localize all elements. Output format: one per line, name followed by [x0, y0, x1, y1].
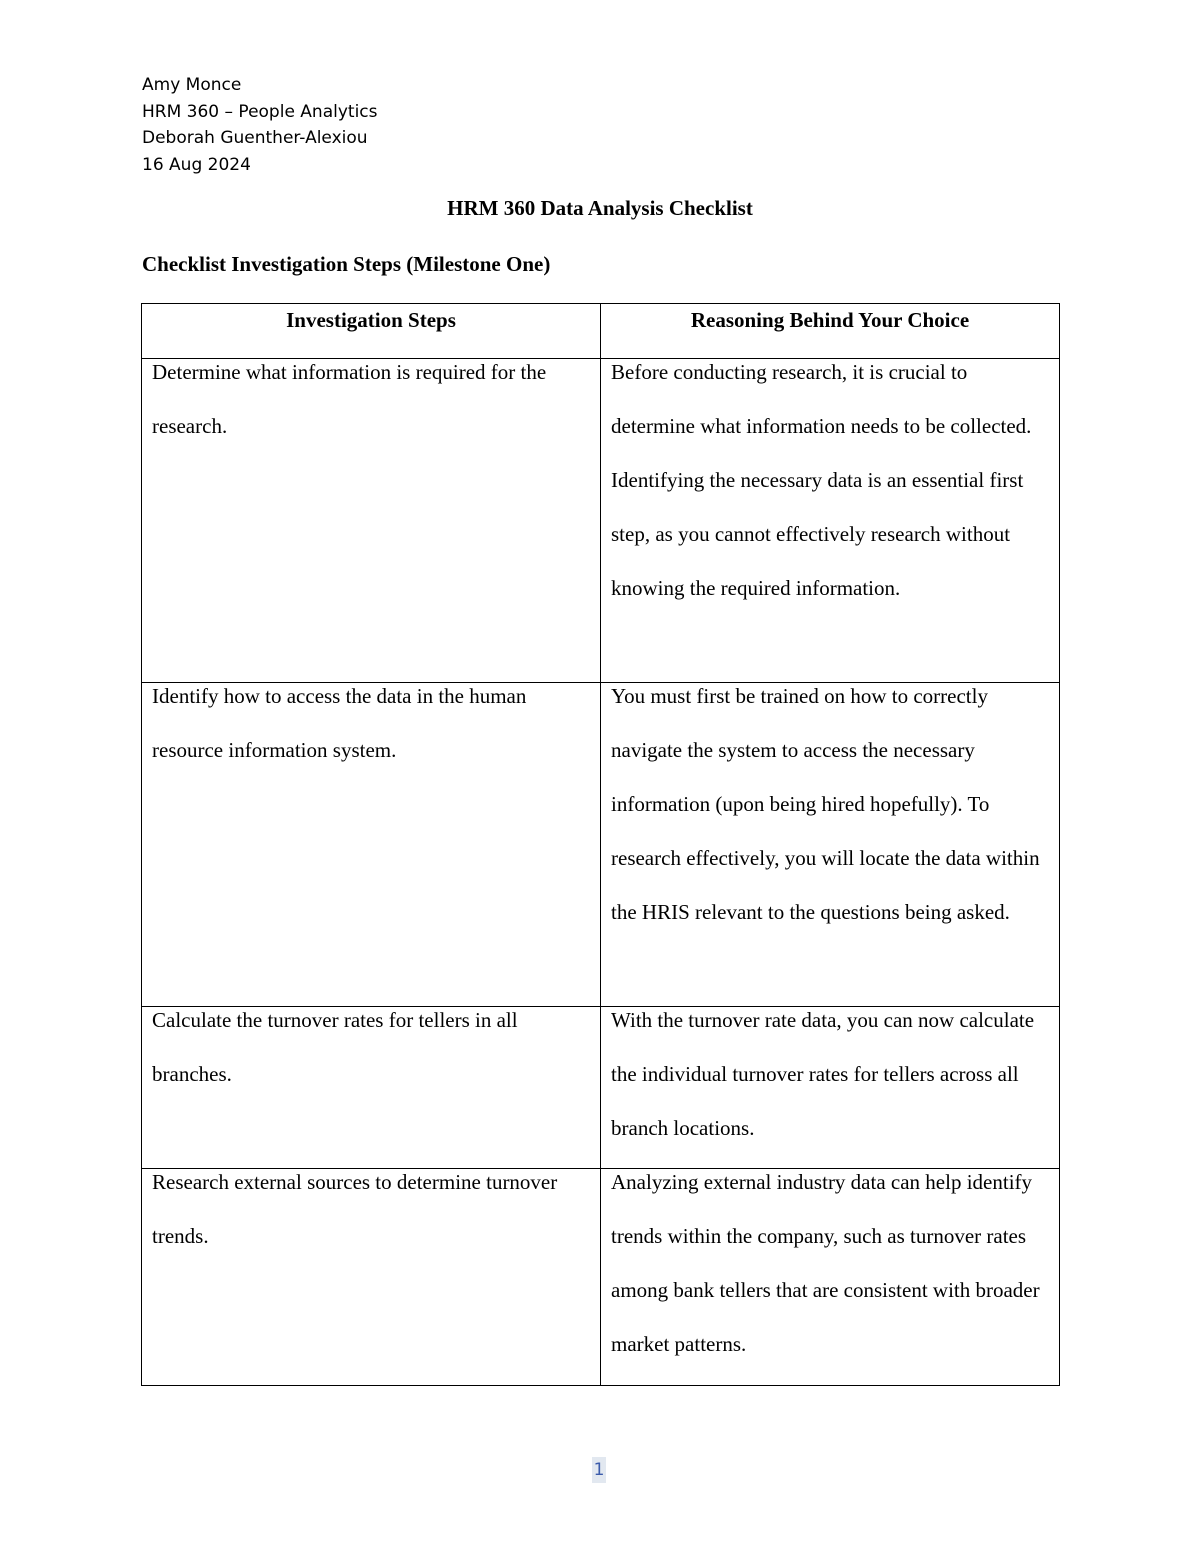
reasoning-cell: [601, 1007, 1060, 1169]
reasoning-cell: [601, 1169, 1060, 1386]
reasoning-text: Before conducting research, it is crucial to determine what information needs to be collected. Identifying the necessary data is an essential first step, as you cannot effectively research without knowing the required information.: [611, 360, 1032, 600]
step-cell: [142, 1169, 601, 1386]
step-text: Identify how to access the data in the human resource information system.: [152, 684, 527, 762]
document-title: HRM 360 Data Analysis Checklist: [447, 196, 753, 220]
step-text: Determine what information is required for the research.: [152, 360, 547, 438]
step-cell: [142, 1007, 601, 1169]
step-cell: [142, 683, 601, 1007]
reasoning-cell: [601, 683, 1060, 1007]
author-header: [142, 72, 378, 178]
reasoning-text: Analyzing external industry data can help identify trends within the company, such as turnover rates among bank tellers that are consistent with broader market patterns.: [611, 1170, 1040, 1356]
column-header-steps: Investigation Steps: [142, 304, 601, 359]
step-text: Calculate the turnover rates for tellers in all branches.: [152, 1008, 518, 1086]
table-row: [142, 1007, 1060, 1169]
submission-date: 16 Aug 2024: [142, 154, 251, 175]
reasoning-text: With the turnover rate data, you can now calculate the individual turnover rates for tellers across all branch locations.: [611, 1008, 1035, 1140]
checklist-table: [141, 303, 1060, 1386]
reasoning-text: You must first be trained on how to correctly navigate the system to access the necessary information (upon being hired hopefully). To research effectively, you will locate the data within the HRIS relevant to the questions being asked.: [611, 684, 1040, 924]
course-name: HRM 360 – People Analytics: [142, 101, 378, 122]
table-row: [142, 359, 1060, 683]
step-text: Research external sources to determine turnover trends.: [152, 1170, 558, 1248]
author-name: Amy Monce: [142, 75, 242, 95]
page-number: 1: [592, 1457, 606, 1483]
table-row: [142, 1169, 1060, 1386]
reasoning-cell: [601, 359, 1060, 683]
step-cell: [142, 359, 601, 683]
section-heading: Checklist Investigation Steps (Milestone One): [142, 252, 551, 276]
instructor-name: Deborah Guenther-Alexiou: [142, 128, 368, 148]
column-header-reasoning: Reasoning Behind Your Choice: [601, 304, 1060, 359]
table-row: [142, 683, 1060, 1007]
